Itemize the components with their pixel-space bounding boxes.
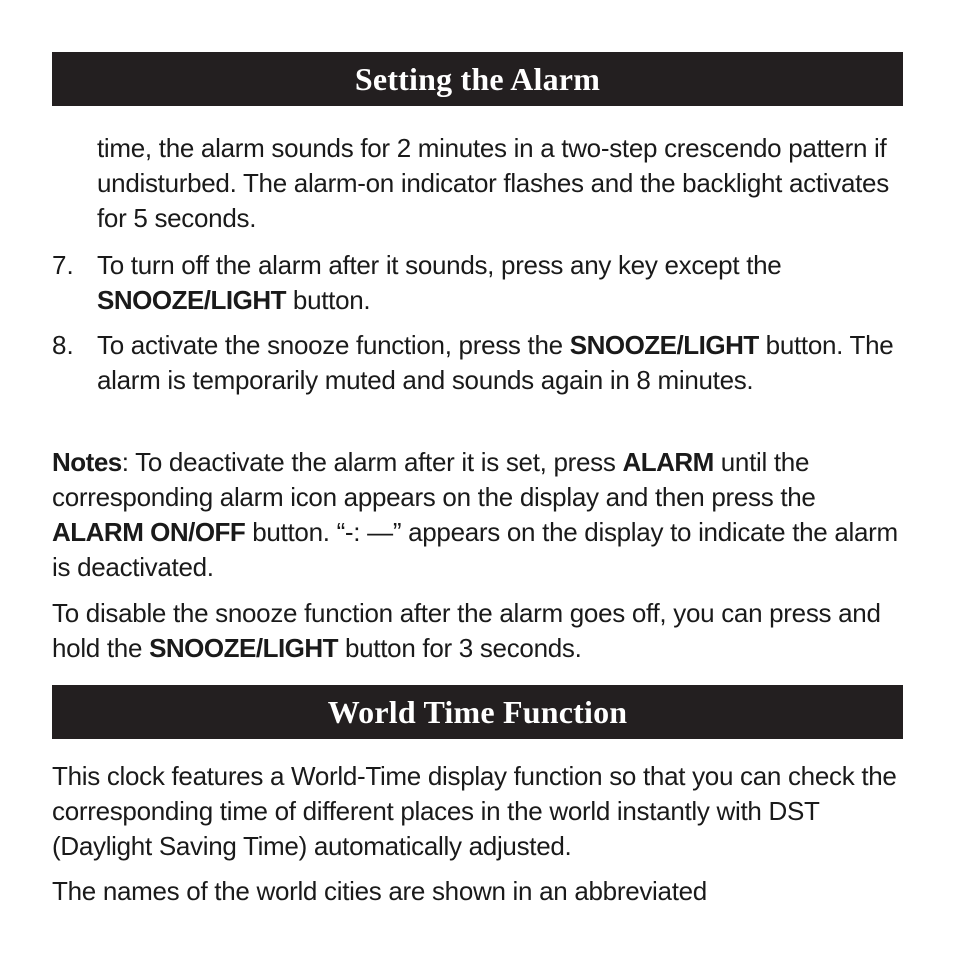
world-cities-paragraph: The names of the world cities are shown in an abbreviated bbox=[52, 876, 707, 906]
notes-label: Notes bbox=[52, 447, 122, 477]
snooze-light-key-label: SNOOZE/LIGHT bbox=[569, 330, 759, 360]
snooze-disable-paragraph: To disable the snooze function after the alarm goes off, you can press and hold the SNOOZE/LIGHT button for 3 seconds. bbox=[52, 598, 881, 663]
step-7-text: To turn off the alarm after it sounds, press any key except the SNOOZE/LIGHT button. bbox=[97, 250, 782, 315]
step-number-8: 8. bbox=[52, 330, 74, 360]
continued-paragraph: time, the alarm sounds for 2 minutes in a two-step crescendo pattern if undisturbed. The alarm-on indicator flashes and the backlight activates for 5 seconds. bbox=[97, 133, 889, 233]
heading-text: World Time Function bbox=[327, 693, 628, 730]
heading-text: Setting the Alarm bbox=[354, 60, 601, 97]
section-heading-world-time bbox=[52, 685, 903, 739]
world-time-paragraph: This clock features a World-Time display function so that you can check the corresponding time of different places in the world instantly with DST (Daylight Saving Time) automatically adjusted. bbox=[52, 761, 897, 861]
notes-paragraph: Notes: To deactivate the alarm after it is set, press ALARM until the corresponding alarm icon appears on the display and then press the ALARM ON/OFF button. “-: —” appears on the display to indicate the alarm is deactivated. bbox=[52, 447, 898, 582]
snooze-light-key-label: SNOOZE/LIGHT bbox=[149, 633, 339, 663]
snooze-light-key-label: SNOOZE/LIGHT bbox=[97, 285, 286, 315]
alarm-on-off-key-label: ALARM ON/OFF bbox=[52, 517, 246, 547]
step-number-7: 7. bbox=[52, 250, 74, 280]
step-8-text: To activate the snooze function, press the SNOOZE/LIGHT button. The alarm is temporarily muted and sounds again in 8 minutes. bbox=[97, 330, 894, 395]
alarm-key-label: ALARM bbox=[622, 447, 714, 477]
section-heading-setting-alarm bbox=[52, 52, 903, 106]
